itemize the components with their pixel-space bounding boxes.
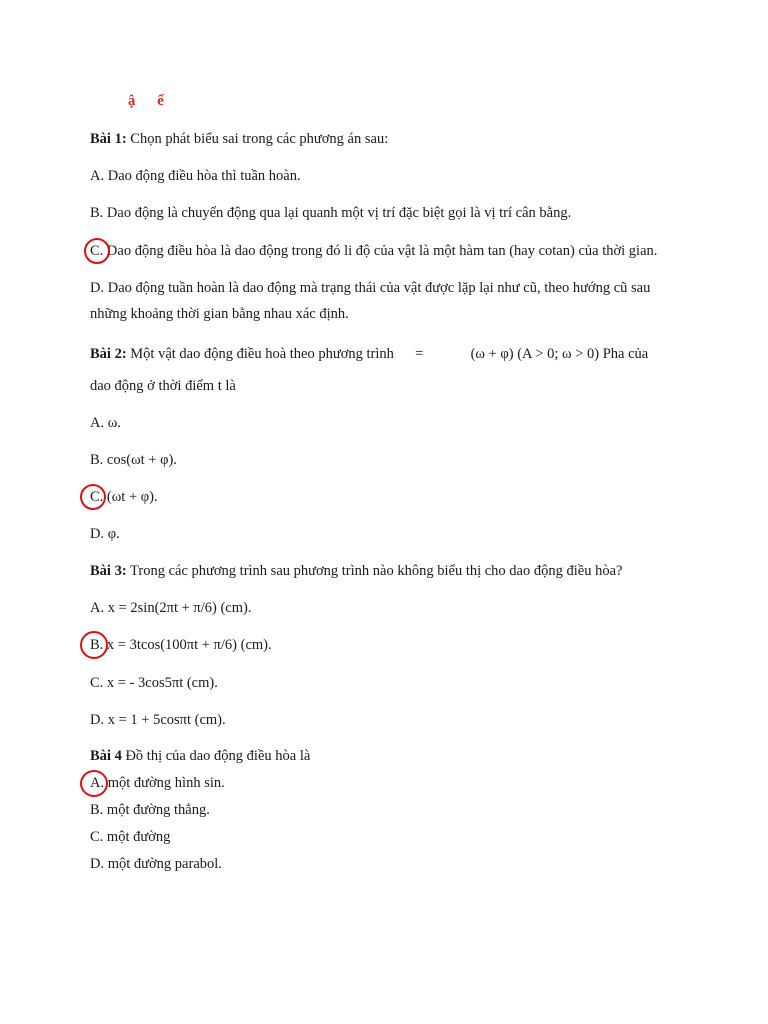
title-part-1: ậ <box>128 93 136 109</box>
q2-equals: = <box>415 346 424 362</box>
q1-option-b: B. Dao động là chuyển động qua lại quanh một vị trí đặc biệt gọi là vị trí cân bằng. <box>90 205 572 221</box>
q1-option-a: A. Dao động điều hòa thì tuần hoàn. <box>90 168 301 184</box>
q2-option-c: C. (ωt + φ). <box>90 489 158 505</box>
title-part-2: ế <box>157 93 164 109</box>
q4-question <box>90 747 310 765</box>
q4-option-a: A. một đường hình sin. <box>90 775 225 791</box>
q4-option-c: C. một đường <box>90 829 171 845</box>
q3-question <box>90 562 622 580</box>
q1-option-d-line2: những khoảng thời gian bằng nhau xác định. <box>90 306 349 322</box>
q3-option-a: A. x = 2sin(2πt + π/6) (cm). <box>90 600 252 616</box>
page-title <box>128 92 164 110</box>
q1-option-d-line1: D. Dao động tuần hoàn là dao động mà trạng thái của vật được lặp lại như cũ, theo hướng cũ sau <box>90 280 651 296</box>
q3-text: Trong các phương trình sau phương trình nào không biểu thị cho dao động điều hòa? <box>130 563 623 579</box>
q1-option-c: C. Dao động điều hòa là dao động trong đó li độ của vật là một hàm tan (hay cotan) của thời gian. <box>90 243 658 259</box>
q1-label: Bài 1: <box>90 131 127 147</box>
q3-label: Bài 3: <box>90 563 127 579</box>
q2-label: Bài 2: <box>90 346 127 362</box>
q2-question <box>90 345 648 363</box>
q2-option-a: A. ω. <box>90 415 121 431</box>
q1-question <box>90 130 388 148</box>
q4-answer-circle <box>80 770 108 797</box>
q3-option-c: C. x = - 3cos5πt (cm). <box>90 675 218 691</box>
q2-text: Một vật dao động điều hoà theo phương trình <box>130 346 394 362</box>
q2-formula: (ω + φ) <box>470 346 514 362</box>
q1-answer-circle <box>84 238 110 264</box>
q3-answer-circle <box>80 631 108 659</box>
q2-option-d: D. φ. <box>90 526 120 542</box>
q4-label: Bài 4 <box>90 748 122 764</box>
q4-option-d: D. một đường parabol. <box>90 856 222 872</box>
q2-option-b: B. cos(ωt + φ). <box>90 452 177 468</box>
q1-text: Chọn phát biểu sai trong các phương án sau: <box>130 131 389 147</box>
q4-text: Đồ thị của dao động điều hòa là <box>125 748 311 764</box>
q4-option-b: B. một đường thẳng. <box>90 802 210 818</box>
q2-question-line2: dao động ở thời điểm t là <box>90 378 236 394</box>
q3-option-b: B. x = 3tcos(100πt + π/6) (cm). <box>90 637 272 653</box>
q2-answer-circle <box>80 484 106 510</box>
q2-condition: (A > 0; ω > 0) Pha của <box>517 346 649 362</box>
q3-option-d: D. x = 1 + 5cosπt (cm). <box>90 712 226 728</box>
